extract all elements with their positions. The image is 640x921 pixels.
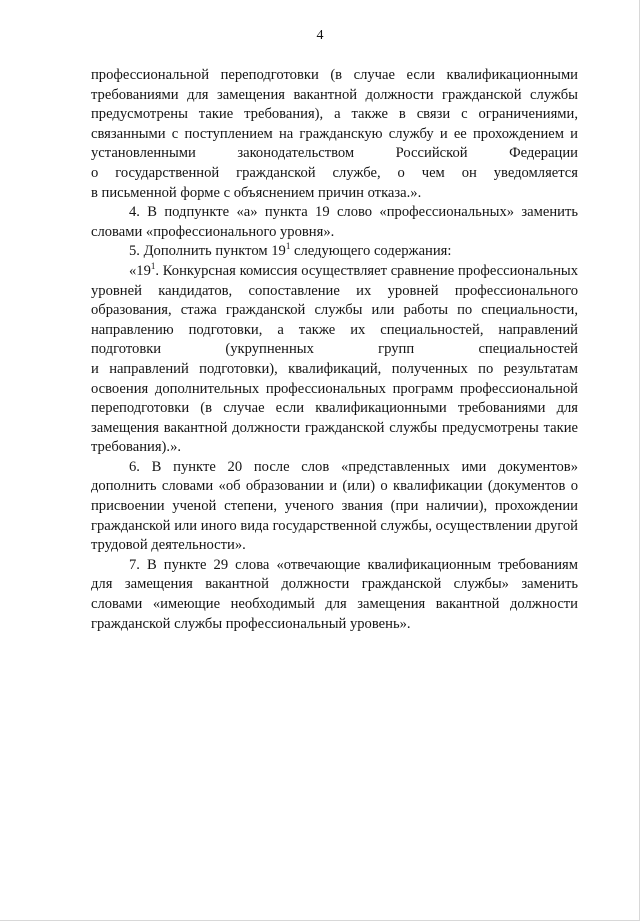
paragraph-continuation [91,66,578,164]
item-5-text-after: следующего содержания: [290,243,452,260]
paragraph-item-4: 4. В подпункте «а» пункта 19 слово «профессиональных» заменить словами «профессионального уровня». [91,204,578,240]
document-body [91,66,578,634]
paragraph-item-7: 7. В пункте 29 слова «отвечающие квалификационным требованиям для замещения вакантной должности гражданской службы» заменить словами «имеющие необходимый для замещения вакантной должности гражданской службы профессиональный уровень». [91,556,578,632]
quoted-superscript: 1 [150,260,156,271]
paragraph-quoted-19-1-continued [91,360,578,458]
item-5-text-before: 5. Дополнить пунктом 19 [129,243,286,260]
paragraph-continuation-text-2: о государственной гражданской службе, о чем он уведомляется [91,164,578,181]
page-number: 4 [316,28,324,43]
paragraph-continuation-line-2 [91,164,578,184]
paragraph-item-6: 6. В пункте 20 после слов «представленных ими документов» дополнить словами «об образовании и (или) о квалификации (документов о присвоении ученой степени, ученого звания (при наличии), прохождении гражданской или иного вида государственной службы, осуществлении другой трудовой деятельности». [91,458,578,554]
quoted-text-part-2: и направлений подготовки), квалификаций, полученных по результатам освоения дополнительных профессиональных программ профессиональной переподготовки (в случае если квалификационными требованиями для замещения вакантной должности гражданской службы предусмотрены такие требования).». [91,360,578,456]
quoted-text-before: «19 [129,262,151,279]
paragraph-quoted-19-1 [91,262,578,360]
paragraph-item-5 [91,242,578,262]
paragraph-continuation-text-3: в письменной форме с объяснением причин отказа.». [91,184,422,201]
quoted-text-part-1: . Конкурсная комиссия осуществляет сравнение профессиональных уровней кандидатов, сопоставление их уровней профессионального образования, стажа гражданской службы или работы по специальности, направлению подготовки, а также их специальностей, направлений подготовки (укрупненных групп специальностей [91,262,578,358]
paragraph-continuation-line-3 [91,184,578,204]
item-5-superscript: 1 [285,241,291,252]
paragraph-continuation-text-1: профессиональной переподготовки (в случае если квалификационными требованиями для замещения вакантной должности гражданской службы предусмотрены такие требования), а также в связи с ограничениями, связанными с поступлением на гражданскую службу и ее прохождением и установленными законодательством Российской Федерации [91,67,578,162]
